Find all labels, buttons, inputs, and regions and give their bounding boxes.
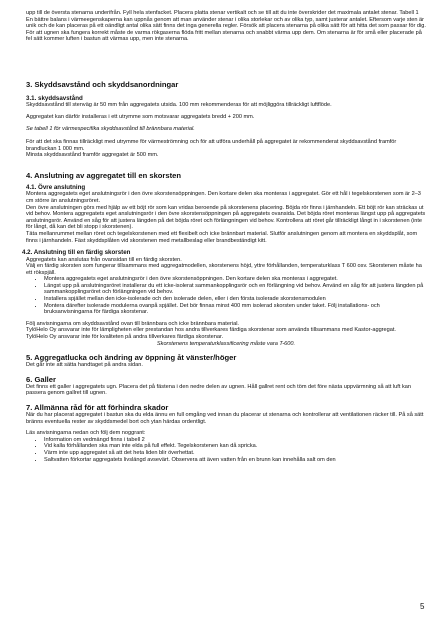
list-item: • Montera aggregatets eget anslutningsrör i den övre skorstensöppningen. Den kortare delen ska monteras i aggregatet. xyxy=(44,276,426,283)
s3-paragraph-3: Se tabell 1 för värmespecifika skyddsavstånd till brännbara material. xyxy=(26,125,195,132)
list-item: • Vid kalla förhållanden ska man inte elda på full effekt. Tegelskorstenen kan då spricka. xyxy=(44,443,426,450)
list-item: • Montera därefter isolerade modulerna ovanpå spjället. Det bör finnas minst 400 mm isolerad skorsten under taket. Följ installations- och bruksanvisningarna för färdiga skorstenar. xyxy=(44,303,426,316)
s3-paragraph-5: Minsta skyddsavstånd framför aggregatet är 500 mm. xyxy=(26,152,159,159)
s7-paragraph-1: När du har placerat aggregatet i bastun ska du elda ännu en full omgång ved innan du placerar ut stenarna och kontrollerar att ventilationen räcker till. På så sätt bränns eventuella rester av skyddsmedel bort och ytan härdas ordentligt. xyxy=(26,412,424,425)
list-item: • Längst upp på anslutningsröret installerar du ett icke-isolerat sammankopplingsrör och en förlängning vid behov. Använd en såg för att justera längden på sammankopplingsröret och förlängningen vid behov. xyxy=(44,283,426,296)
subsection-4-1-heading: 4.1. Övre anslutning xyxy=(26,183,86,191)
s4-paragraph-9: Skorstenens temperaturklassificering måste vara T-600. xyxy=(156,340,296,347)
s7-bullet-list xyxy=(26,437,426,463)
s4-paragraph-7: TylöHelo Oy ansvarar inte för lämpligheten eller prestandan hos andra tillverkares färdiga skorstenar som används tillsammans med Kastor-aggregat. xyxy=(26,327,396,334)
s4-paragraph-6: Följ anvisningarna om skyddsavstånd ovan till brännbara och icke brännbara material. xyxy=(26,320,239,327)
s3-paragraph-4: För att det ska finnas tillräckligt med utrymme för värmeströmning och för att utföra underhåll på aggregatet är rekommenderat skyddsavstånd framför brandluckan 1 000 mm. xyxy=(26,139,397,152)
section-7-heading: 7. Allmänna råd för att förhindra skador xyxy=(26,403,169,412)
intro-paragraph-2: En bättre balans i värmeegenskaperna kan uppnås genom att man använder stenar i olika storlekar och av olika typ, samt justerar antalet. Eftersom varje sten är unik och de kan placeras på ett oändligt antal olika sätt finns det inga generella regler. Försök att placera stenarna på olika sätt för att hitta det som passar för dig. xyxy=(26,16,426,30)
list-item: • Installera spjället mellan den icke-isolerade och den isolerade delen, eller i den första isolerade skorstensmodulen xyxy=(44,296,426,303)
s4-paragraph-4: Aggregatets kan anslutas från ovansidan till en färdig skorsten. xyxy=(26,256,182,263)
intro-paragraph-1: upp till de översta stenarna underifrån. Fyll hela stenfacket. Placera platta stenar vertikalt och se till att du inte överskrider det maximala antalet stenar. Tabell 1 xyxy=(26,10,419,16)
s4-bullet-list xyxy=(26,276,426,316)
section-3-heading: 3. Skyddsavstånd och skyddsanordningar xyxy=(26,79,179,89)
s4-paragraph-2: Den övre anslutningen görs med hjälp av ett böjt rör som kan vridas beroende på skorstenens placering. Böjda rör finns i järnhandeln. Ett böjt rör kan sträckas ut vid behov. Montera aggregatets eget anslutningsrör i den övre skorstensöppningen på aggregatets ovansida. Det böjda röret monteras längst upp på aggregatets anslutningsrör. Använd en såg för att justera längden på det böjda röret och förlängningen vid behov. Kontrollera att röret går tillräckligt långt in i skorstenen (inte för långt, då kan det bli stopp i skorstenen). xyxy=(26,204,426,231)
s4-paragraph-1: Montera aggregatets eget anslutningsrör i den övre skorstensöppningen. Den kortare delen ska monteras i aggregatet. Gör ett hål i tegelskorstenen som är 2–3 cm större än anslutningsröret. xyxy=(26,191,421,204)
s5-paragraph-1: Det går inte att sätta handtaget på andra sidan. xyxy=(26,362,143,369)
list-item: • Information om vedmängd finns i tabell 2 xyxy=(44,437,426,444)
section-4-heading: 4. Anslutning av aggregatet till en skorsten xyxy=(26,170,182,180)
s4-paragraph-5: Välj en färdig skorsten som fungerar tillsammans med aggregatmodellen, skorstenens höjd, yttre förhållanden, temperaturklass T 600 osv. Skorstenen måste ha ett rökspjäll. xyxy=(26,263,422,276)
s3-paragraph-1: Skyddsavstånd till stenväg är 50 mm från aggregatets utsida. 100 mm rekommenderas för att möjliggöra tillräckligt luftflöde. xyxy=(26,102,332,109)
document-page xyxy=(22,10,426,463)
s4-paragraph-3: Täta mellanrummet mellan röret och tegelskorstenen med ett flexibelt och icke brännbart material. Slutför anslutningen genom att montera en skyddsplåt, som finns i järnhandeln. Fäst skyddsplåten vid skorstenen med metallbeslag eller brandbeständigt kitt. xyxy=(26,230,418,244)
list-item: • Saltvatten förkortar aggregatets livslängd avsevärt. Observera att även vatten från en brunn kan innehålla salt om den xyxy=(44,457,426,464)
s6-paragraph-1: Det finns ett galler i aggregatets ugn. Placera det på fästena i den nedre delen av ugnen. Håll gallret rent och töm det före nästa uppvärmning så att luft kan passera genom gallret till ugnen. xyxy=(26,383,411,397)
page-number: 5 xyxy=(420,602,425,611)
s4-paragraph-8: TylöHelo Oy ansvarar inte för kvaliteten på andra tillverkares färdiga skorstenar. xyxy=(26,334,224,341)
subsection-4-2-heading: 4.2. Anslutning till en färdig skorsten xyxy=(22,249,131,257)
intro-paragraph-3: För att ugnen ska fungera korrekt måste de varma rökgaserna flöda fritt mellan stenarna och snabbt värma upp dem. Om stenarna är för små eller placerade på fel sätt kommer luften i bastun att värmas upp, men inte stenarna. xyxy=(26,29,422,43)
s7-paragraph-2: Läs anvisningarna nedan och följ dem noggrant: xyxy=(26,430,146,437)
section-5-heading: 5. Aggregatlucka och ändring av öppning åt vänster/höger xyxy=(26,353,237,363)
list-item: • Värm inte upp aggregatet så att det heta liden blir överhettat. xyxy=(44,450,426,457)
section-6-heading: 6. Galler xyxy=(26,374,56,384)
subsection-3-1-heading: 3.1. skyddsavstånd xyxy=(26,94,83,102)
s3-paragraph-2: Aggregatet kan därför installeras i ett utrymme som motsvarar aggregatets bredd + 200 mm. xyxy=(26,113,255,120)
